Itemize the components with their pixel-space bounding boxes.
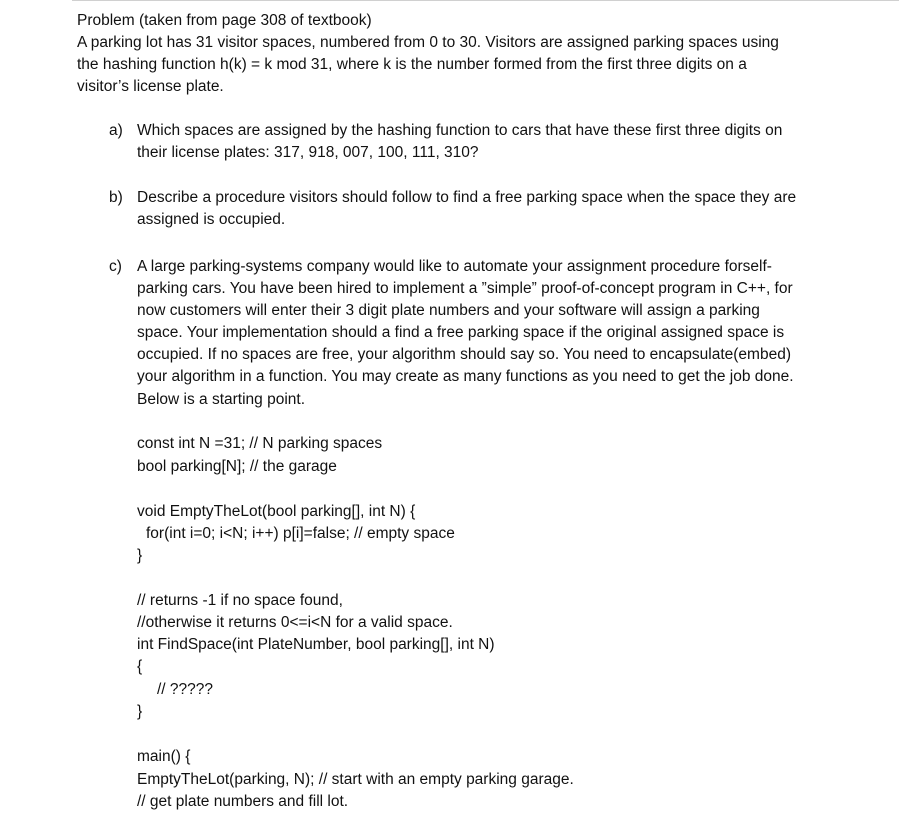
- code-find-comment-2: //otherwise it returns 0<=i<N for a valid space.: [137, 614, 453, 631]
- code-find-comment-1: // returns -1 if no space found,: [137, 592, 343, 609]
- item-c-line-4: space. Your implementation should a find a free parking space if the original assigned space is: [137, 324, 785, 341]
- item-c-line-7: Below is a starting point.: [137, 391, 306, 408]
- code-main-signature: main() {: [137, 748, 191, 765]
- item-a-line-1: Which spaces are assigned by the hashing function to cars that have these first three digits on: [137, 122, 783, 139]
- item-b-line-1: Describe a procedure visitors should follow to find a free parking space when the space they are: [137, 189, 797, 206]
- item-b-letter: b): [109, 189, 123, 206]
- item-a-letter: a): [109, 122, 123, 139]
- code-decl-n: const int N =31; // N parking spaces: [137, 435, 383, 452]
- item-a-line-2: their license plates: 317, 918, 007, 100, 111, 310?: [137, 144, 479, 161]
- code-find-open: {: [137, 658, 143, 675]
- intro-line-3: visitor’s license plate.: [77, 78, 224, 95]
- code-empty-close: }: [137, 547, 143, 564]
- code-find-close: }: [137, 703, 143, 720]
- item-c-line-2: parking cars. You have been hired to implement a ”simple” proof-of-concept program in C++, for: [137, 280, 793, 297]
- item-c-line-5: occupied. If no spaces are free, your algorithm should say so. You need to encapsulate(embed): [137, 346, 791, 363]
- code-main-call: EmptyTheLot(parking, N); // start with an empty parking garage.: [137, 771, 574, 788]
- code-empty-body: for(int i=0; i<N; i++) p[i]=false; // empty space: [146, 525, 455, 542]
- code-decl-parking: bool parking[N]; // the garage: [137, 458, 337, 475]
- code-find-body: // ?????: [157, 681, 214, 698]
- problem-header: Problem (taken from page 308 of textbook): [77, 12, 372, 29]
- intro-line-1: A parking lot has 31 visitor spaces, numbered from 0 to 30. Visitors are assigned parking spaces using: [77, 34, 779, 51]
- intro-line-2: the hashing function h(k) = k mod 31, where k is the number formed from the first three digits on a: [77, 56, 747, 73]
- code-main-comment: // get plate numbers and fill lot.: [137, 793, 349, 810]
- item-c-letter: c): [109, 258, 122, 275]
- code-find-signature: int FindSpace(int PlateNumber, bool parking[], int N): [137, 636, 495, 653]
- item-c-line-1: A large parking-systems company would like to automate your assignment procedure forself-: [137, 258, 772, 275]
- item-c-line-3: now customers will enter their 3 digit plate numbers and your software will assign a parking: [137, 302, 760, 319]
- top-divider: [72, 0, 899, 1]
- code-empty-signature: void EmptyTheLot(bool parking[], int N) {: [137, 503, 416, 520]
- item-b-line-2: assigned is occupied.: [137, 211, 286, 228]
- item-c-line-6: your algorithm in a function. You may create as many functions as you need to get the job done.: [137, 368, 794, 385]
